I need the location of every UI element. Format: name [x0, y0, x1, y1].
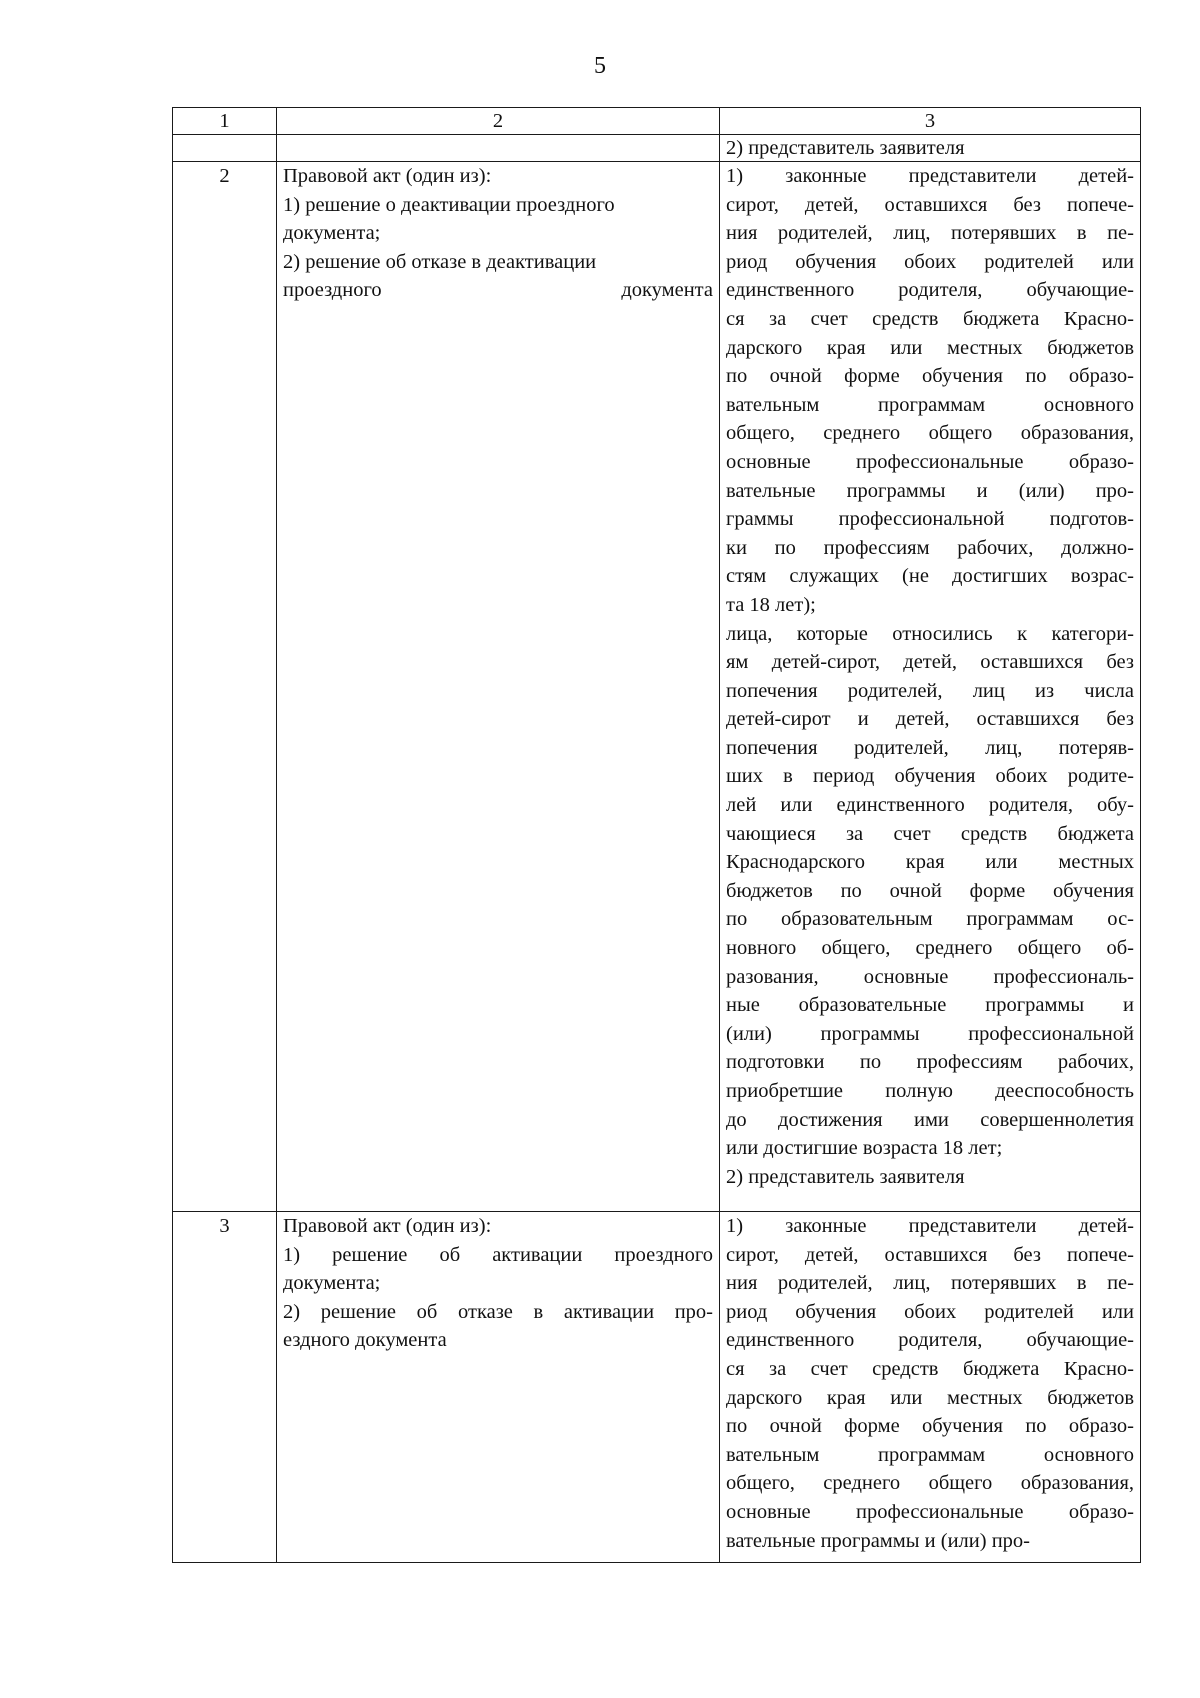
- text-line: лей или единственного родителя, обу-: [726, 794, 1134, 817]
- text-line: Правовой акт (один из):: [283, 165, 492, 187]
- text-line: вательные программы и (или) про-: [726, 1529, 1030, 1552]
- table-header-row: [173, 108, 1141, 135]
- text-line: по очной форме обучения по образо-: [726, 1415, 1134, 1438]
- row-number-cell: 2: [173, 162, 277, 1212]
- text-line: 2) представитель заявителя: [726, 1165, 965, 1188]
- text-line: бюджетов по очной форме обучения: [726, 879, 1134, 902]
- text-line: общего, среднего общего образования,: [726, 422, 1134, 445]
- document-lines: [283, 1212, 713, 1355]
- text-line: граммы профессиональной подготов-: [726, 508, 1134, 531]
- text-line: (или) программы профессиональной: [726, 1022, 1134, 1045]
- text-line: вательным программам основного: [726, 1443, 1134, 1466]
- text-line: ные образовательные программы и: [726, 994, 1134, 1017]
- text-line: детей-сирот и детей, оставшихся без: [726, 708, 1134, 731]
- text-line: 1) решение об активации проездного: [283, 1243, 713, 1266]
- text-line: 1) решение о деактивации проездного: [283, 193, 615, 216]
- text-line: ния родителей, лиц, потерявших в пе-: [726, 1272, 1134, 1295]
- text-line: ездного документа: [283, 1329, 447, 1352]
- text-line: разования, основные профессиональ-: [726, 965, 1134, 988]
- text-line: попечения родителей, лиц из числа: [726, 679, 1134, 702]
- text-line: проездного документа: [283, 279, 713, 302]
- document-table: [172, 107, 1141, 1563]
- text-line: основные профессиональные образо-: [726, 1500, 1134, 1523]
- text-line: чающиеся за счет средств бюджета: [726, 822, 1134, 845]
- document-cell: [277, 162, 720, 1212]
- text-line: вательным программам основного: [726, 393, 1134, 416]
- text-line: риод обучения обоих родителей или: [726, 1300, 1134, 1323]
- document-cell: [277, 135, 720, 162]
- text-line: или достигшие возраста 18 лет;: [726, 1137, 1003, 1160]
- text-line: ших в период обучения обоих родите-: [726, 765, 1134, 788]
- row-number-cell: [173, 135, 277, 162]
- text-line: документа;: [283, 222, 381, 245]
- text-line: ся за счет средств бюджета Красно-: [726, 307, 1134, 330]
- text-line: ям детей-сирот, детей, оставшихся без: [726, 651, 1134, 674]
- text-line: стям служащих (не достигших возрас-: [726, 565, 1134, 588]
- text-line: до достижения ими совершеннолетия: [726, 1108, 1134, 1131]
- header-col-2: 2: [277, 108, 720, 135]
- text-line: единственного родителя, обучающие-: [726, 279, 1134, 302]
- text-line: новного общего, среднего общего об-: [726, 937, 1134, 960]
- header-col-1: 1: [173, 108, 277, 135]
- page-number: 5: [594, 53, 606, 79]
- text-line: основные профессиональные образо-: [726, 450, 1134, 473]
- text-line: попечения родителей, лиц, потеряв-: [726, 736, 1134, 759]
- text-line: документа;: [283, 1272, 381, 1295]
- text-line: ки по профессиям рабочих, должно-: [726, 536, 1134, 559]
- text-line: единственного родителя, обучающие-: [726, 1329, 1134, 1352]
- text-line: 1) законные представители детей-: [726, 165, 1134, 187]
- text-line: сирот, детей, оставшихся без попече-: [726, 1243, 1134, 1266]
- text-line: 2) решение об отказе в активации про-: [283, 1300, 713, 1323]
- text-line: риод обучения обоих родителей или: [726, 250, 1134, 273]
- text-line: лица, которые относились к категори-: [726, 622, 1134, 645]
- applicant-cell: [720, 1212, 1141, 1563]
- applicant-lines: [726, 162, 1134, 1191]
- table-row-continuation: [173, 135, 1141, 162]
- text-line: подготовки по профессиям рабочих,: [726, 1051, 1134, 1074]
- text-line: Краснодарского края или местных: [726, 851, 1134, 874]
- document-lines: [283, 162, 713, 305]
- header-col-3: 3: [720, 108, 1141, 135]
- text-line: та 18 лет);: [726, 593, 816, 616]
- text-line: 1) законные представители детей-: [726, 1215, 1134, 1237]
- document-cell: [277, 1212, 720, 1563]
- table-row-2: [173, 162, 1141, 1212]
- text-line: по образовательным программам ос-: [726, 908, 1134, 931]
- applicant-lines: [726, 1212, 1134, 1555]
- row-number-cell: 3: [173, 1212, 277, 1563]
- text-line: ся за счет средств бюджета Красно-: [726, 1357, 1134, 1380]
- text-line: общего, среднего общего образования,: [726, 1472, 1134, 1495]
- table-row-3: [173, 1212, 1141, 1563]
- text-line: приобретшие полную дееспособность: [726, 1080, 1134, 1102]
- text-line: вательные программы и (или) про-: [726, 479, 1134, 502]
- text-line: 2) решение об отказе в деактивации: [283, 250, 597, 273]
- text-line: ния родителей, лиц, потерявших в пе-: [726, 222, 1134, 245]
- text-line: дарского края или местных бюджетов: [726, 1386, 1134, 1409]
- text-line: дарского края или местных бюджетов: [726, 336, 1134, 359]
- text-line: Правовой акт (один из):: [283, 1215, 492, 1237]
- text-line: по очной форме обучения по образо-: [726, 365, 1134, 388]
- applicant-cell: 2) представитель заявителя: [720, 135, 1141, 162]
- applicant-cell: [720, 162, 1141, 1212]
- text-line: сирот, детей, оставшихся без попече-: [726, 193, 1134, 216]
